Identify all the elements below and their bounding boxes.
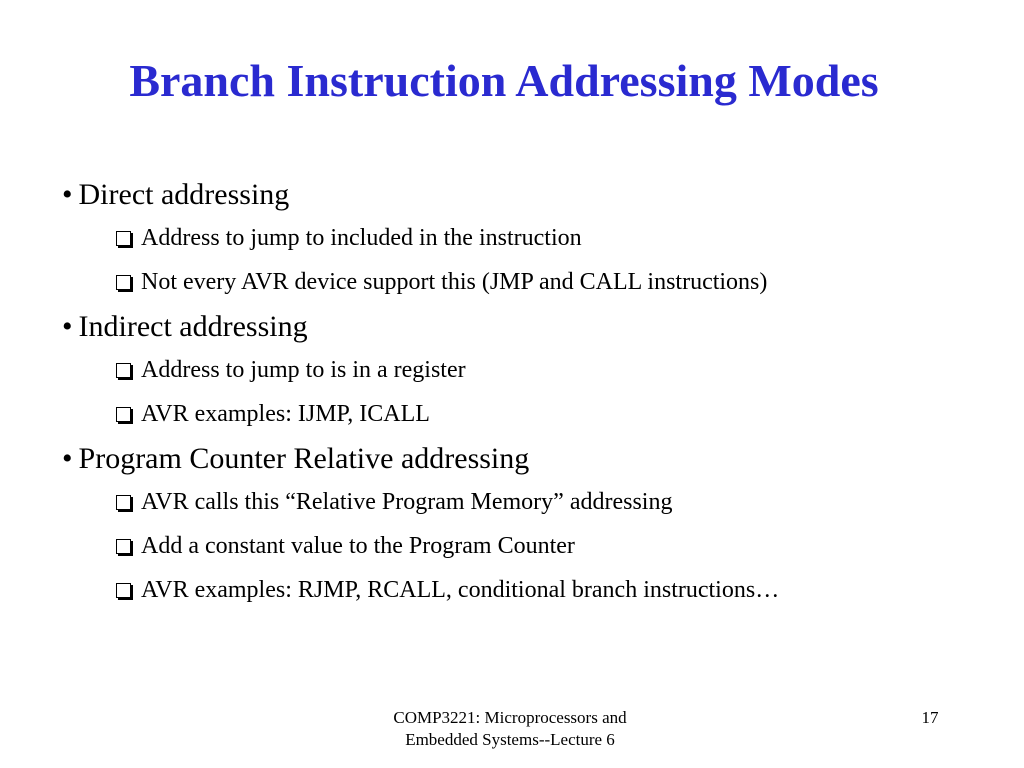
subpoint — [116, 270, 1002, 294]
checkbox-bullet-icon — [116, 275, 131, 290]
bullet-direct-addressing — [62, 180, 1002, 210]
page-number: 17 — [921, 708, 939, 727]
subpoint — [116, 578, 1002, 602]
slide-title: Branch Instruction Addressing Modes — [129, 55, 879, 106]
slide-content — [62, 180, 1002, 620]
checkbox-bullet-icon — [116, 495, 131, 510]
footer-course-info — [330, 707, 690, 751]
subpoint-text: AVR calls this “Relative Program Memory” addressing — [141, 489, 673, 515]
subpoint — [116, 490, 1002, 514]
subpoint-text: Address to jump to included in the instruction — [141, 225, 582, 251]
subpoint-text: Add a constant value to the Program Counter — [141, 533, 575, 559]
checkbox-bullet-icon — [116, 231, 131, 246]
bullet-dot-icon: • — [62, 178, 73, 211]
subpoint-text: Address to jump to is in a register — [141, 357, 466, 383]
subpoint-text: AVR examples: RJMP, RCALL, conditional branch instructions… — [141, 577, 780, 603]
subpoint-text: Not every AVR device support this (JMP and CALL instructions) — [141, 269, 768, 295]
bullet-label: Indirect addressing — [78, 310, 308, 343]
subpoint — [116, 226, 1002, 250]
checkbox-bullet-icon — [116, 407, 131, 422]
subpoint — [116, 402, 1002, 426]
bullet-label: Program Counter Relative addressing — [78, 442, 530, 475]
bullet-indirect-addressing — [62, 312, 1002, 342]
checkbox-bullet-icon — [116, 539, 131, 554]
bullet-dot-icon: • — [62, 310, 73, 343]
bullet-label: Direct addressing — [78, 178, 290, 211]
checkbox-bullet-icon — [116, 363, 131, 378]
checkbox-bullet-icon — [116, 583, 131, 598]
subpoint — [116, 358, 1002, 382]
bullet-dot-icon: • — [62, 442, 73, 475]
subpoint-text: AVR examples: IJMP, ICALL — [141, 401, 430, 427]
bullet-pc-relative-addressing — [62, 444, 1002, 474]
subpoint — [116, 534, 1002, 558]
footer-course-line1: COMP3221: Microprocessors and — [393, 708, 627, 727]
footer-course-line2: Embedded Systems--Lecture 6 — [405, 730, 615, 749]
